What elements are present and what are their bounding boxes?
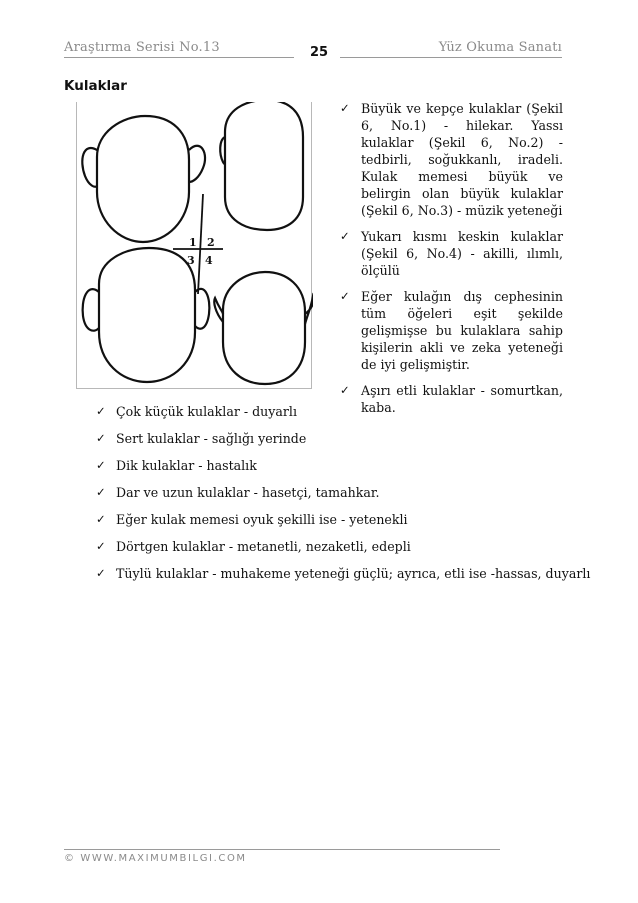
figure-label-1: 1 — [189, 236, 197, 249]
bullet-arrow-icon: ✓ — [96, 512, 106, 526]
list-item — [335, 100, 563, 219]
list-item-text: Tüylü kulaklar - muhakeme yeteneği güçlü; ayrıca, etli ise -hassas, duyarlı — [116, 566, 591, 581]
list-item — [96, 484, 566, 511]
footer-rule — [64, 849, 500, 850]
list-item — [96, 403, 566, 430]
bullet-arrow-icon: ✓ — [340, 289, 350, 303]
list-item-text: Çok küçük kulaklar - duyarlı — [116, 404, 297, 419]
header-rule-left — [64, 57, 294, 58]
list-item-text: Aşırı etli kulaklar - somurtkan, kaba. — [361, 383, 563, 415]
list-item-text: Eğer kulağın dış cephesinin tüm öğeleri eşit şekilde gelişmişse bu kulaklara sahip kişilerin akli ve zeka yeteneği de iyi gelişmiştir. — [361, 289, 563, 372]
head-outline-4 — [223, 272, 305, 384]
head-outline-2 — [225, 102, 303, 230]
header-rule-right — [340, 57, 562, 58]
bullet-arrow-icon: ✓ — [340, 101, 350, 115]
figure-label-3: 3 — [187, 254, 195, 267]
list-item — [96, 457, 566, 484]
figure-label-4: 4 — [205, 254, 213, 267]
head-outline-3 — [99, 248, 195, 382]
full-width-bullet-list — [96, 403, 591, 592]
list-item-text: Dar ve uzun kulaklar - hasetçi, tamahkar. — [116, 485, 380, 500]
footer-website: © WWW.MAXIMUMBILGI.COM — [64, 853, 247, 864]
bullet-arrow-icon: ✓ — [96, 404, 106, 418]
list-item — [96, 538, 566, 565]
list-item-text: Büyük ve kepçe kulaklar (Şekil 6, No.1) - hilekar. Yassı kulaklar (Şekil 6, No.2) - tedbirli, soğukkanlı, iradeli. Kulak memesi büyük ve belirgin olan büyük kulaklar (Şekil 6, No.3) - müzik yeteneği — [361, 101, 563, 218]
list-item-text: Eğer kulak memesi oyuk şekilli ise - yetenekli — [116, 512, 408, 527]
header-book-title: Yüz Okuma Sanatı — [438, 40, 562, 55]
header-series-title: Araştırma Serisi No.13 — [64, 40, 220, 55]
ear-3-left — [83, 289, 99, 331]
ear-1-right — [189, 146, 205, 182]
page-number: 25 — [309, 45, 329, 60]
list-item-text: Dörtgen kulaklar - metanetli, nezaketli, edepli — [116, 539, 411, 554]
bullet-arrow-icon: ✓ — [96, 431, 106, 445]
ear-shapes-figure — [76, 102, 312, 389]
section-title: Kulaklar — [64, 78, 127, 94]
list-item — [335, 288, 563, 373]
list-item-text: Dik kulaklar - hastalık — [116, 458, 257, 473]
ear-3-right — [195, 289, 209, 329]
list-item — [96, 565, 591, 592]
list-item — [335, 228, 563, 279]
ear-1-left — [82, 148, 97, 187]
list-item-text: Yukarı kısmı keskin kulaklar (Şekil 6, No.4) - akilli, ılımlı, ölçülü — [361, 229, 563, 278]
bullet-arrow-icon: ✓ — [96, 539, 106, 553]
list-item — [96, 430, 566, 457]
ear-4-right — [305, 296, 313, 324]
bullet-arrow-icon: ✓ — [340, 229, 350, 243]
bullet-arrow-icon: ✓ — [96, 458, 106, 472]
list-item — [96, 511, 566, 538]
ear-4-left — [214, 298, 223, 322]
figure-label-2: 2 — [207, 236, 215, 249]
bullet-arrow-icon: ✓ — [340, 383, 350, 397]
head-outline-1 — [97, 116, 189, 242]
right-bullet-list — [335, 100, 563, 425]
list-item-text: Sert kulaklar - sağlığı yerinde — [116, 431, 307, 446]
bullet-arrow-icon: ✓ — [96, 485, 106, 499]
bullet-arrow-icon: ✓ — [96, 566, 106, 580]
